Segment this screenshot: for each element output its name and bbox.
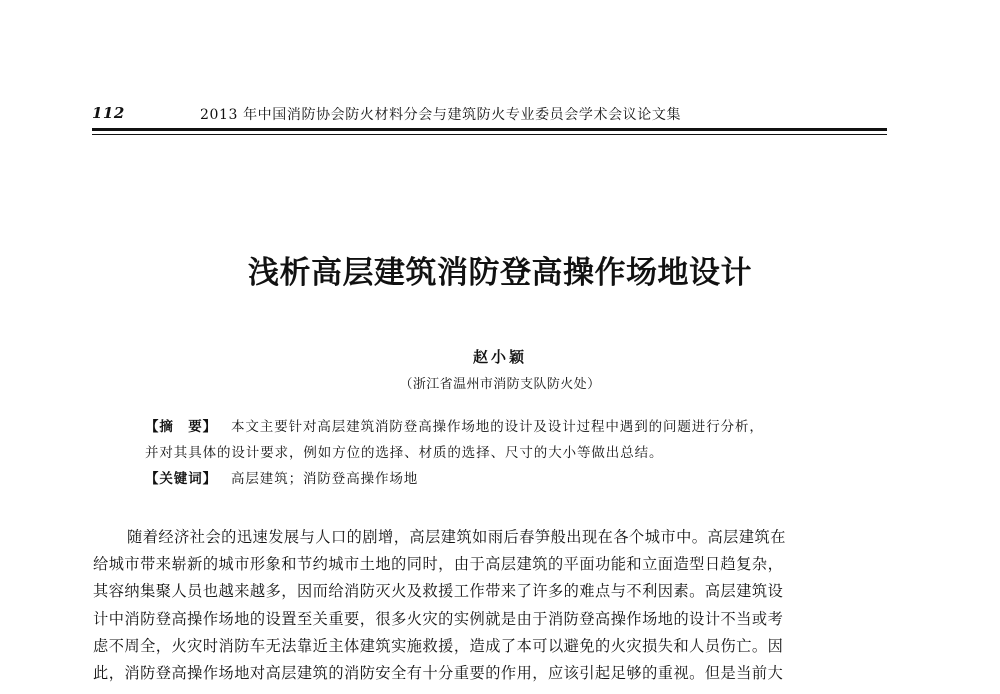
body-line: 随着经济社会的迅速发展与人口的剧增，高层建筑如雨后春笋般出现在各个城市中。高层建筑在 bbox=[127, 528, 786, 546]
body-line: 此，消防登高操作场地对高层建筑的消防安全有十分重要的作用，应该引起足够的重视。但是当前大 bbox=[93, 664, 784, 683]
author-name: 赵小颖 bbox=[472, 348, 527, 366]
header-rule-secondary bbox=[92, 134, 887, 135]
body-line: 计中消防登高操作场地的设置至关重要，很多火灾的实例就是由于消防登高操作场地的设计不当或考 bbox=[93, 609, 784, 628]
body-line: 其容纳集聚人员也越来越多，因而给消防灭火及救援工作带来了许多的难点与不利因素。高层建筑设 bbox=[93, 582, 784, 601]
abstract-text: 本文主要针对高层建筑消防登高操作场地的设计及设计过程中遇到的问题进行分析， bbox=[231, 419, 764, 435]
page-number: 112 bbox=[92, 104, 125, 122]
author-affiliation: （浙江省温州市消防支队防火处） bbox=[399, 377, 601, 392]
abstract-text: 并对其具体的设计要求，例如方位的选择、材质的选择、尺寸的大小等做出总结。 bbox=[145, 445, 664, 461]
abstract-line bbox=[145, 414, 865, 440]
keywords-line bbox=[145, 466, 865, 492]
header-rule bbox=[92, 128, 887, 131]
abstract-block bbox=[145, 414, 865, 492]
running-header: 2013 年中国消防协会防火材料分会与建筑防火专业委员会学术会议论文集 bbox=[200, 107, 682, 123]
body-line: 虑不周全，火灾时消防车无法靠近主体建筑实施救援，造成了本可以避免的火灾损失和人员伤亡。因 bbox=[93, 636, 784, 655]
keywords-text: 高层建筑；消防登高操作场地 bbox=[231, 471, 419, 487]
keywords-label: 【关键词】 bbox=[145, 471, 217, 487]
body-line: 给城市带来崭新的城市形象和节约城市土地的同时，由于高层建筑的平面功能和立面造型日趋复杂， bbox=[93, 555, 784, 574]
paper-title: 浅析高层建筑消防登高操作场地设计 bbox=[248, 255, 752, 291]
abstract-label: 【摘 要】 bbox=[145, 419, 217, 435]
body-text bbox=[93, 524, 893, 687]
abstract-line bbox=[145, 440, 865, 466]
